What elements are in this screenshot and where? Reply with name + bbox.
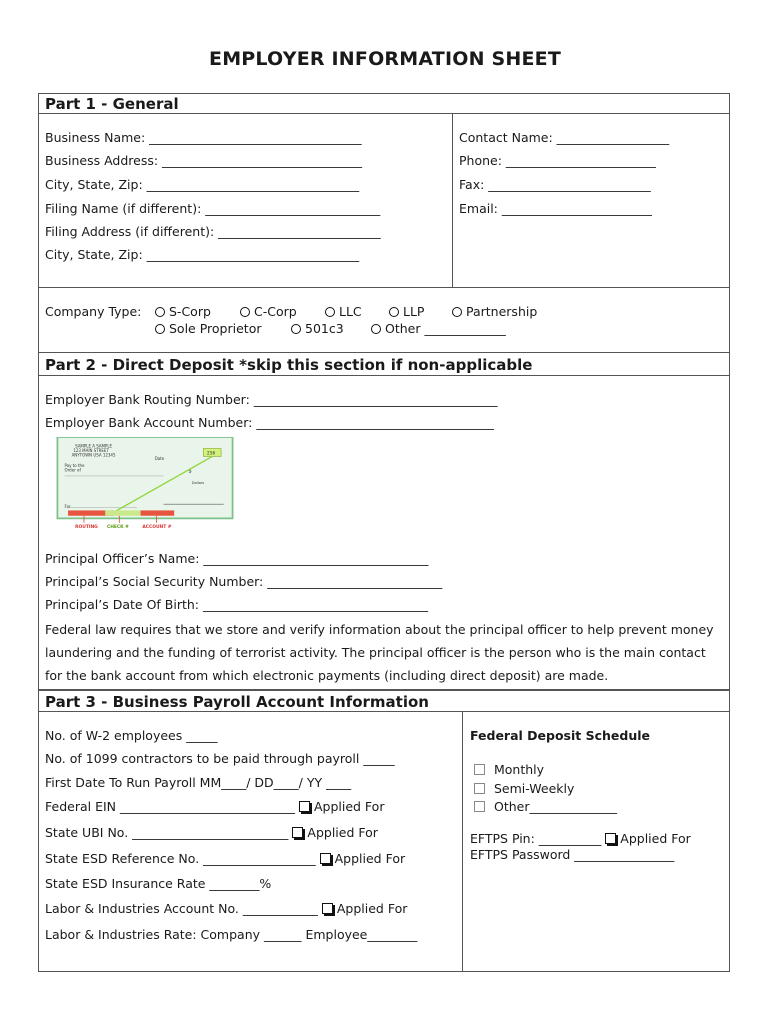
routing-number-field[interactable]: Employer Bank Routing Number: _______________________________________ [45,392,498,407]
filing-city-state-zip-field[interactable]: City, State, Zip: __________________________________ [45,247,360,262]
phone-field[interactable]: Phone: ________________________ [459,153,656,168]
sample-check-image [46,437,244,529]
city-state-zip-field[interactable]: City, State, Zip: __________________________________ [45,177,360,192]
checkbox-icon[interactable] [474,764,485,775]
radio-icon [389,307,399,317]
checkbox-icon[interactable] [292,827,303,838]
check-dollar-sign: $ [188,468,192,475]
check-for-label: For [64,503,71,509]
eftps-pin-field[interactable]: EFTPS Pin: __________ Applied For [470,831,691,846]
first-payroll-date-field[interactable]: First Date To Run Payroll MM____/ DD____/ YY ____ [45,775,352,790]
li-rate-field[interactable]: Labor & Industries Rate: Company ______ Employee________ [45,927,418,942]
checkbox-icon[interactable] [299,801,310,812]
schedule-other-option[interactable]: Other______________ [474,799,617,814]
radio-icon [291,324,301,334]
contractors-field[interactable]: No. of 1099 contractors to be paid through payroll _____ [45,751,395,766]
business-name-field[interactable]: Business Name: __________________________________ [45,130,362,145]
check-number-strip [105,510,140,515]
notice-line-1: Federal law requires that we store and verify information about the principal officer to help prevent money [45,622,714,637]
check-order-of: Order of [64,467,81,473]
check-bank-addr2: ANYTOWN USA 12345 [71,452,116,458]
checkbox-icon[interactable] [322,903,333,914]
schedule-semi-weekly-option[interactable]: Semi-Weekly [474,781,574,796]
officer-name-field[interactable]: Principal Officer’s Name: ____________________________________ [45,551,429,566]
radio-sole-proprietor[interactable]: Sole Proprietor [155,321,261,336]
check-bank-addr1: 123 MAIN STREET [73,448,109,454]
checkbox-icon[interactable] [474,801,485,812]
check-pay-to: Pay to the [64,463,85,469]
check-date-label: Date [154,456,165,461]
checkbox-icon[interactable] [605,833,616,844]
radio-c-corp[interactable]: C-Corp [240,304,297,319]
page-title: EMPLOYER INFORMATION SHEET [209,48,561,70]
state-ubi-field[interactable]: State UBI No. _________________________ Applied For [45,825,378,840]
radio-icon [155,307,165,317]
filing-address-field[interactable]: Filing Address (if different): __________________________ [45,224,381,239]
part3-column-divider [462,712,463,972]
email-field[interactable]: Email: ________________________ [459,201,652,216]
esd-insurance-rate-field[interactable]: State ESD Insurance Rate ________% [45,876,272,891]
schedule-monthly-option[interactable]: Monthly [474,762,544,777]
federal-ein-field[interactable]: Federal EIN ____________________________ Applied For [45,799,385,814]
company-type-label: Company Type: [45,304,142,319]
radio-llp[interactable]: LLP [389,304,424,319]
part3-heading: Part 3 - Business Payroll Account Information [38,690,730,712]
checkbox-icon[interactable] [320,853,331,864]
w2-employees-field[interactable]: No. of W-2 employees _____ [45,728,218,743]
fax-field[interactable]: Fax: __________________________ [459,177,651,192]
account-label: ACCOUNT # [142,525,172,529]
notice-line-2: laundering and the funding of terrorist activity. The principal officer is the person who is the main contact [45,645,706,660]
account-number-field[interactable]: Employer Bank Account Number: ______________________________________ [45,415,494,430]
li-account-field[interactable]: Labor & Industries Account No. ____________ Applied For [45,901,408,916]
check-number: 256 [206,451,216,457]
radio-icon [452,307,462,317]
part1-column-divider [452,114,453,287]
business-address-field[interactable]: Business Address: ________________________________ [45,153,363,168]
part2-heading: Part 2 - Direct Deposit *skip this section if non-applicable [38,352,730,376]
radio-other[interactable]: Other _____________ [371,321,506,336]
officer-dob-field[interactable]: Principal’s Date Of Birth: ____________________________________ [45,597,428,612]
deposit-schedule-title: Federal Deposit Schedule [470,728,651,743]
check-bank-name: SAMPLE A SAMPLE [75,443,113,449]
contact-name-field[interactable]: Contact Name: __________________ [459,130,670,145]
radio-501c3[interactable]: 501c3 [291,321,344,336]
radio-icon [325,307,335,317]
account-number-strip [141,510,175,515]
radio-icon [371,324,381,334]
radio-s-corp[interactable]: S-Corp [155,304,211,319]
radio-partnership[interactable]: Partnership [452,304,537,319]
radio-icon [240,307,250,317]
part1-heading: Part 1 - General [38,93,730,114]
notice-line-3: for the bank account from which electronic payments (including direct deposit) are made. [45,668,609,683]
check-dollars-label: Dollars [191,480,205,485]
filing-name-field[interactable]: Filing Name (if different): ____________________________ [45,201,381,216]
eftps-password-field[interactable]: EFTPS Password ________________ [470,847,675,862]
officer-ssn-field[interactable]: Principal’s Social Security Number: ____________________________ [45,574,443,589]
radio-icon [155,324,165,334]
radio-llc[interactable]: LLC [325,304,362,319]
checkbox-icon[interactable] [474,783,485,794]
routing-label: ROUTING [75,525,98,529]
check-number-label: CHECK # [106,525,129,529]
state-esd-reference-field[interactable]: State ESD Reference No. __________________ Applied For [45,851,406,866]
part1-divider [38,287,730,288]
